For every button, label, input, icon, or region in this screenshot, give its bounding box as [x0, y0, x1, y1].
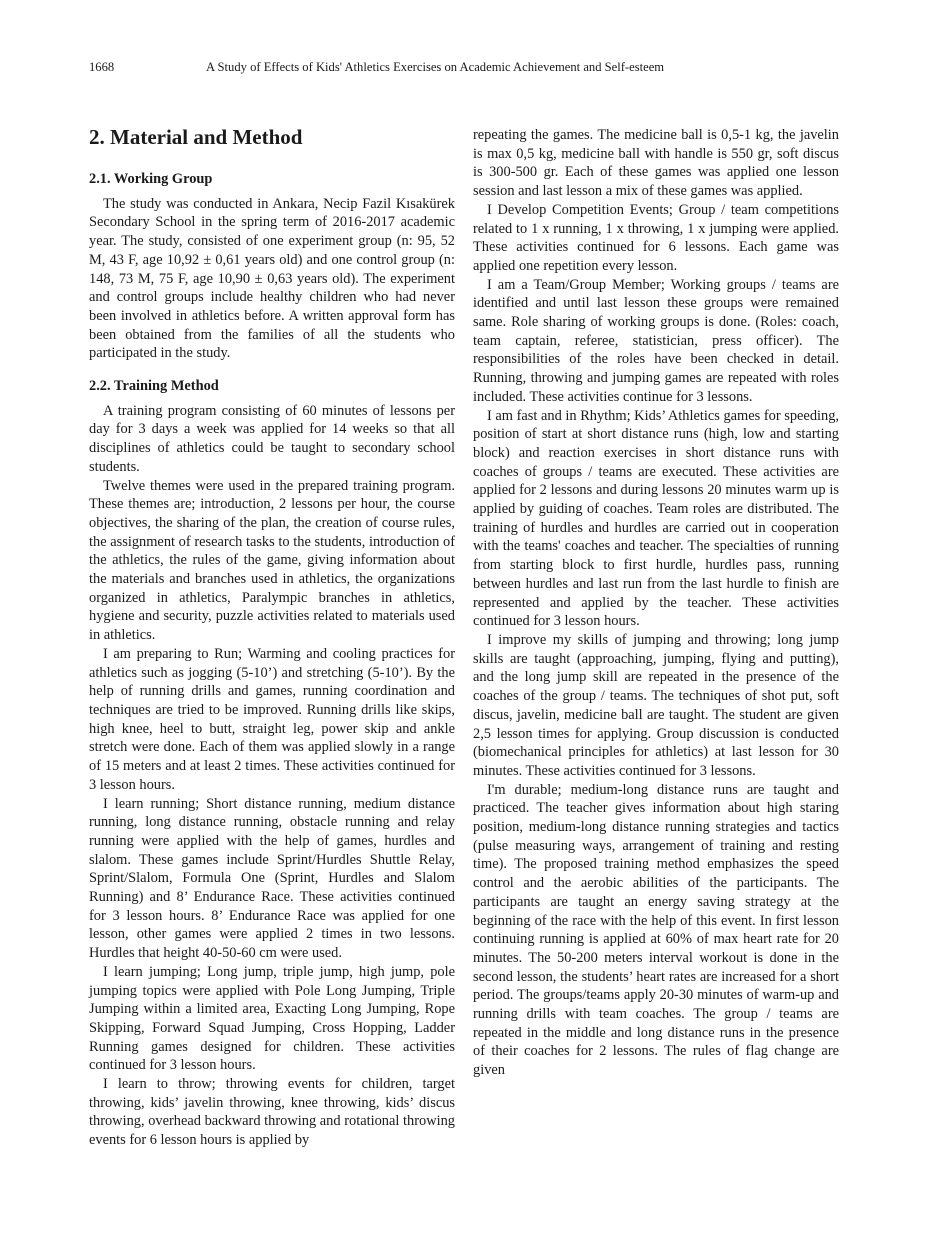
page-number: 1668	[89, 60, 115, 74]
paragraph: I learn running; Short distance running, medium distance running, long distance running, obstacle running and relay running were applied with the help of games, hurdles and slalom. These games include Sprint/Hurdles Shuttle Relay, Sprint/Slalom, Formula One (Sprint, Hurdles and Slalom Running) and 8’ Endurance Race. These activities continued for 3 lesson hours. 8’ Endurance Race was applied for one lesson, other games were applied 2 times in two lessons. Hurdles that height 40-50-60 cm were used.	[89, 795, 455, 962]
left-column	[89, 124, 455, 1150]
paragraph: I am a Team/Group Member; Working groups / teams are identified and until last lesson these groups were remained same. Role sharing of working groups is done. (Roles: coach, team captain, referee, statistician, press officer). The responsibilities of the roles have been checked in detail. Running, throwing and jumping games are repeated with roles included. These activities continue for 3 lessons.	[473, 276, 839, 405]
paragraph: I am fast and in Rhythm; Kids’ Athletics games for speeding, position of start at short distance runs (high, low and starting block) and reaction exercises in short distance runs with coaches of groups / teams are executed. These activities are applied for 2 lessons and during lessons 20 minutes warm up is applied by guiding of coaches. Team roles are distributed. The training of hurdles and hurdles are carried out in cooperation with the teams' coaches and teacher. The specialties of running from starting block to first hurdle, hurdles pass, running between hurdles and last run from the last hurdle to finish are represented and applied by the teacher. These activities continued for 3 lesson hours.	[473, 407, 839, 630]
running-header	[89, 58, 849, 76]
subsection-title-training-method: 2.2. Training Method	[89, 378, 219, 395]
paragraph: A training program consisting of 60 minutes of lessons per day for 3 days a week was applied for 14 weeks so that all disciplines of athletics could be taught to secondary school students.	[89, 402, 455, 475]
paragraph: I learn to throw; throwing events for children, target throwing, kids’ javelin throwing, knee throwing, kids’ discus throwing, overhead backward throwing and rotational throwing events for 6 lesson hours is applied by	[89, 1076, 455, 1149]
paragraph: I learn jumping; Long jump, triple jump, high jump, pole jumping topics were applied with Pole Long Jumping, Triple Jumping within a limited area, Exacting Long Jumping, Rope Skipping, Forward Squad Jumping, Cross Hopping, Ladder Running games designed for children. These activities continued for 3 lesson hours.	[89, 963, 455, 1074]
right-column	[473, 126, 839, 1080]
running-title: A Study of Effects of Kids' Athletics Exercises on Academic Achievement and Self-esteem	[206, 60, 665, 74]
subsection-title-working-group: 2.1. Working Group	[89, 171, 213, 187]
paragraph: I improve my skills of jumping and throwing; long jump skills are taught (approaching, jumping, flying and putting), and the long jump skill are repeated in the presence of the coaches of the group / teams. The techniques of shot put, soft discus, javelin, medicine ball are taught. The student are given 2,5 lesson times for applying. Group discussion is conducted (biomechanical principles for athletics) at last lesson for 30 minutes. These activities continued for 3 lessons.	[473, 631, 839, 779]
paragraph: The study was conducted in Ankara, Necip Fazil Kısakürek Secondary School in the spring term of 2016-2017 academic year. The study, consisted of one experiment group (n: 95, 52 M, 43 F, age 10,92 ± 0,61 years old) and one control group (n: 148, 73 M, 75 F, age 10,90 ± 0,63 years old). The experiment and control groups include healthy children who had never been involved in athletics before. A written approval form has been obtained from the families of all the students who participated in the study.	[89, 195, 455, 362]
paragraph: I Develop Competition Events; Group / team competitions related to 1 x running, 1 x throwing, 1 x jumping were applied. These activities continued for 6 lessons. Each game was applied one repetition every lesson.	[473, 201, 839, 274]
section-title: 2. Material and Method	[89, 125, 303, 149]
paragraph: Twelve themes were used in the prepared training program. These themes are; introduction, 2 lessons per hour, the course objectives, the sharing of the plan, the creation of course rules, the assignment of research tasks to the students, introduction of the athletics, the rules of the game, giving information about the materials and branches used in athletics, the organizations organized in athletics, Paralympic branches in athletics, hygiene and security, puzzle activities related to materials used in athletics.	[89, 477, 455, 644]
paragraph: I'm durable; medium-long distance runs are taught and practiced. The teacher gives information about high staring position, medium-long distance running strategies and tactics (pulse measuring ways, arrangement of training and resting time). The proposed training method emphasizes the speed control and the aerobic abilities of the participants. The participants are taught an energy saving strategy at the beginning of the race with the help of this event. In first lesson continuing running is applied at 60% of max heart rate for 20 minutes. The 50-200 meters interval workout is done in the second lesson, the students’ heart rates are increased for a short period. The groups/teams apply 20-30 minutes of warm-up and running drills with team coaches. The group / teams are repeated in the middle and long distance runs in the presence of their coaches for 2 lessons. The rules of flag change are given	[473, 781, 839, 1079]
paragraph-continuation: repeating the games. The medicine ball is 0,5-1 kg, the javelin is max 0,5 kg, medicine ball with handle is 550 gr, soft discus is 300-500 gr. Each of these games was applied one lesson session and last lesson a mix of these games was applied.	[473, 127, 839, 200]
paragraph: I am preparing to Run; Warming and cooling practices for athletics such as jogging (5-10’) and stretching (5-10’). By the help of running drills and games, running coordination and techniques are tried to be improved. Running drills like skips, high knee, heel to butt, straight leg, power skip and ankle stretch were done. Each of them was applied slowly in a range of 15 meters and at least 2 times. These activities continued for 3 lesson hours.	[89, 645, 455, 793]
